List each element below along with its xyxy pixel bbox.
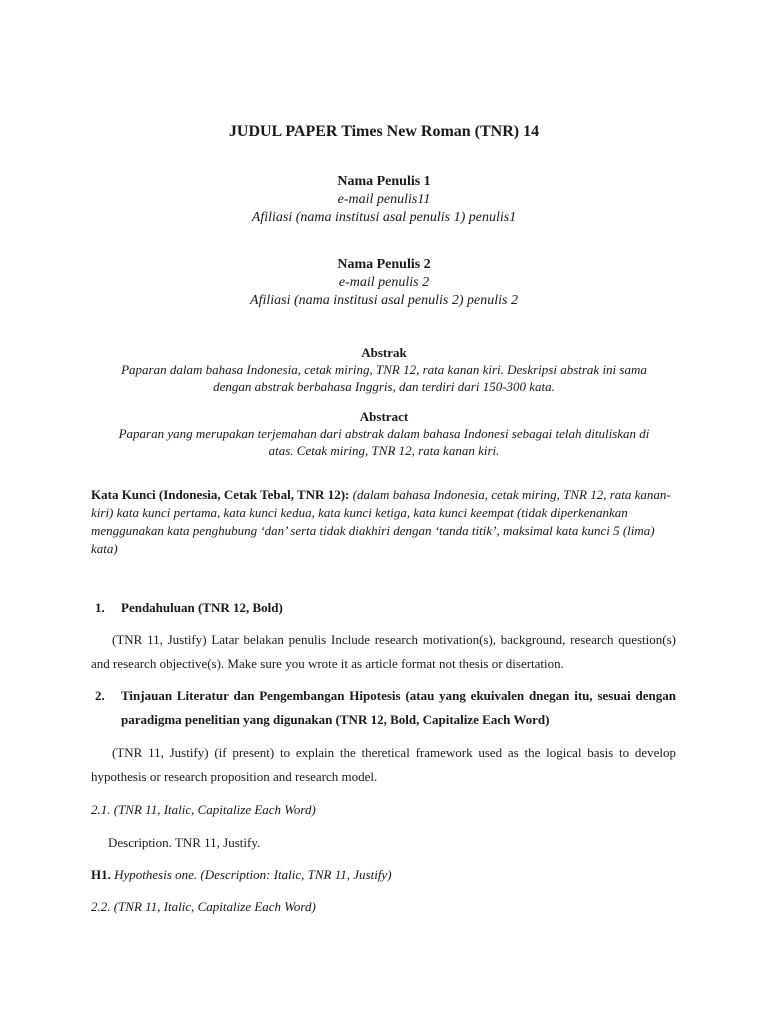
abstract-indonesian bbox=[96, 344, 672, 395]
author-1 bbox=[0, 173, 768, 227]
hypothesis bbox=[91, 865, 392, 885]
abstract-line: Paparan yang merupakan terjemahan dari abstrak dalam bahasa Indonesi sebagai telah dituliskan di bbox=[118, 426, 650, 441]
keywords-label: Kata Kunci (Indonesia, Cetak Tebal, TNR 12): bbox=[91, 487, 350, 502]
section-1-body: (TNR 11, Justify) Latar belakan penulis Include research motivation(s), background, research question(s) and research objective(s). Make sure you wrote it as article format not thesis or disertation. bbox=[91, 632, 676, 671]
abstract-english bbox=[96, 408, 672, 459]
section-2-body: (TNR 11, Justify) (if present) to explain the theretical framework used as the logical basis to develop hypothesis or research proposition and research model. bbox=[91, 745, 676, 784]
keywords-text: (dalam bahasa Indonesia, cetak miring, TNR 12, rata kanan-kiri) kata kunci pertama, kata kunci kedua, kata kunci ketiga, kata kunci keempat (tidak diperkenankan menggunakan kata penghubung ‘dan’ serta tidak diakhiri dengan ‘tanda titik’, maksimal kata kunci 5 (lima) kata) bbox=[91, 487, 671, 556]
section-1-heading bbox=[91, 596, 676, 620]
abstract-heading: Abstract bbox=[359, 409, 409, 424]
subsection-heading-2-2: 2.2. (TNR 11, Italic, Capitalize Each Word) bbox=[91, 899, 316, 914]
author-affiliation: Afiliasi (nama institusi asal penulis 1) penulis1 bbox=[251, 210, 517, 225]
abstract-line: atas. Cetak miring, TNR 12, rata kanan kiri. bbox=[268, 443, 500, 458]
hypothesis-text: Hypothesis one. (Description: Italic, TNR 11, Justify) bbox=[110, 867, 392, 882]
description-text: Description. TNR 11, Justify. bbox=[108, 835, 261, 850]
section-number: 1. bbox=[95, 600, 105, 615]
section-title: Tinjauan Literatur dan Pengembangan Hipotesis (atau yang ekuivalen dnegan itu, sesuai dengan paradigma penelitian yang digunakan (TNR 12, Bold, Capitalize Each Word) bbox=[121, 688, 676, 727]
section-number: 2. bbox=[95, 688, 105, 703]
keywords bbox=[91, 486, 676, 558]
hypothesis-label: H1. bbox=[91, 867, 111, 882]
section-title: Pendahuluan (TNR 12, Bold) bbox=[121, 600, 283, 615]
abstract-heading: Abstrak bbox=[361, 345, 407, 360]
author-name: Nama Penulis 2 bbox=[337, 257, 431, 272]
author-email: e-mail penulis11 bbox=[337, 192, 431, 207]
section-2-heading bbox=[91, 684, 676, 732]
author-email: e-mail penulis 2 bbox=[338, 275, 430, 290]
author-2 bbox=[0, 256, 768, 310]
paper-title: JUDUL PAPER Times New Roman (TNR) 14 bbox=[228, 123, 540, 140]
abstract-line: Paparan dalam bahasa Indonesia, cetak miring, TNR 12, rata kanan kiri. Deskripsi abstrak ini sama bbox=[121, 362, 647, 377]
author-affiliation: Afiliasi (nama institusi asal penulis 2) penulis 2 bbox=[250, 293, 518, 308]
subsection-heading-2-1: 2.1. (TNR 11, Italic, Capitalize Each Word) bbox=[91, 802, 316, 817]
author-name: Nama Penulis 1 bbox=[337, 174, 431, 189]
abstract-line: dengan abstrak berbahasa Inggris, dan terdiri dari 150-300 kata. bbox=[213, 379, 555, 394]
